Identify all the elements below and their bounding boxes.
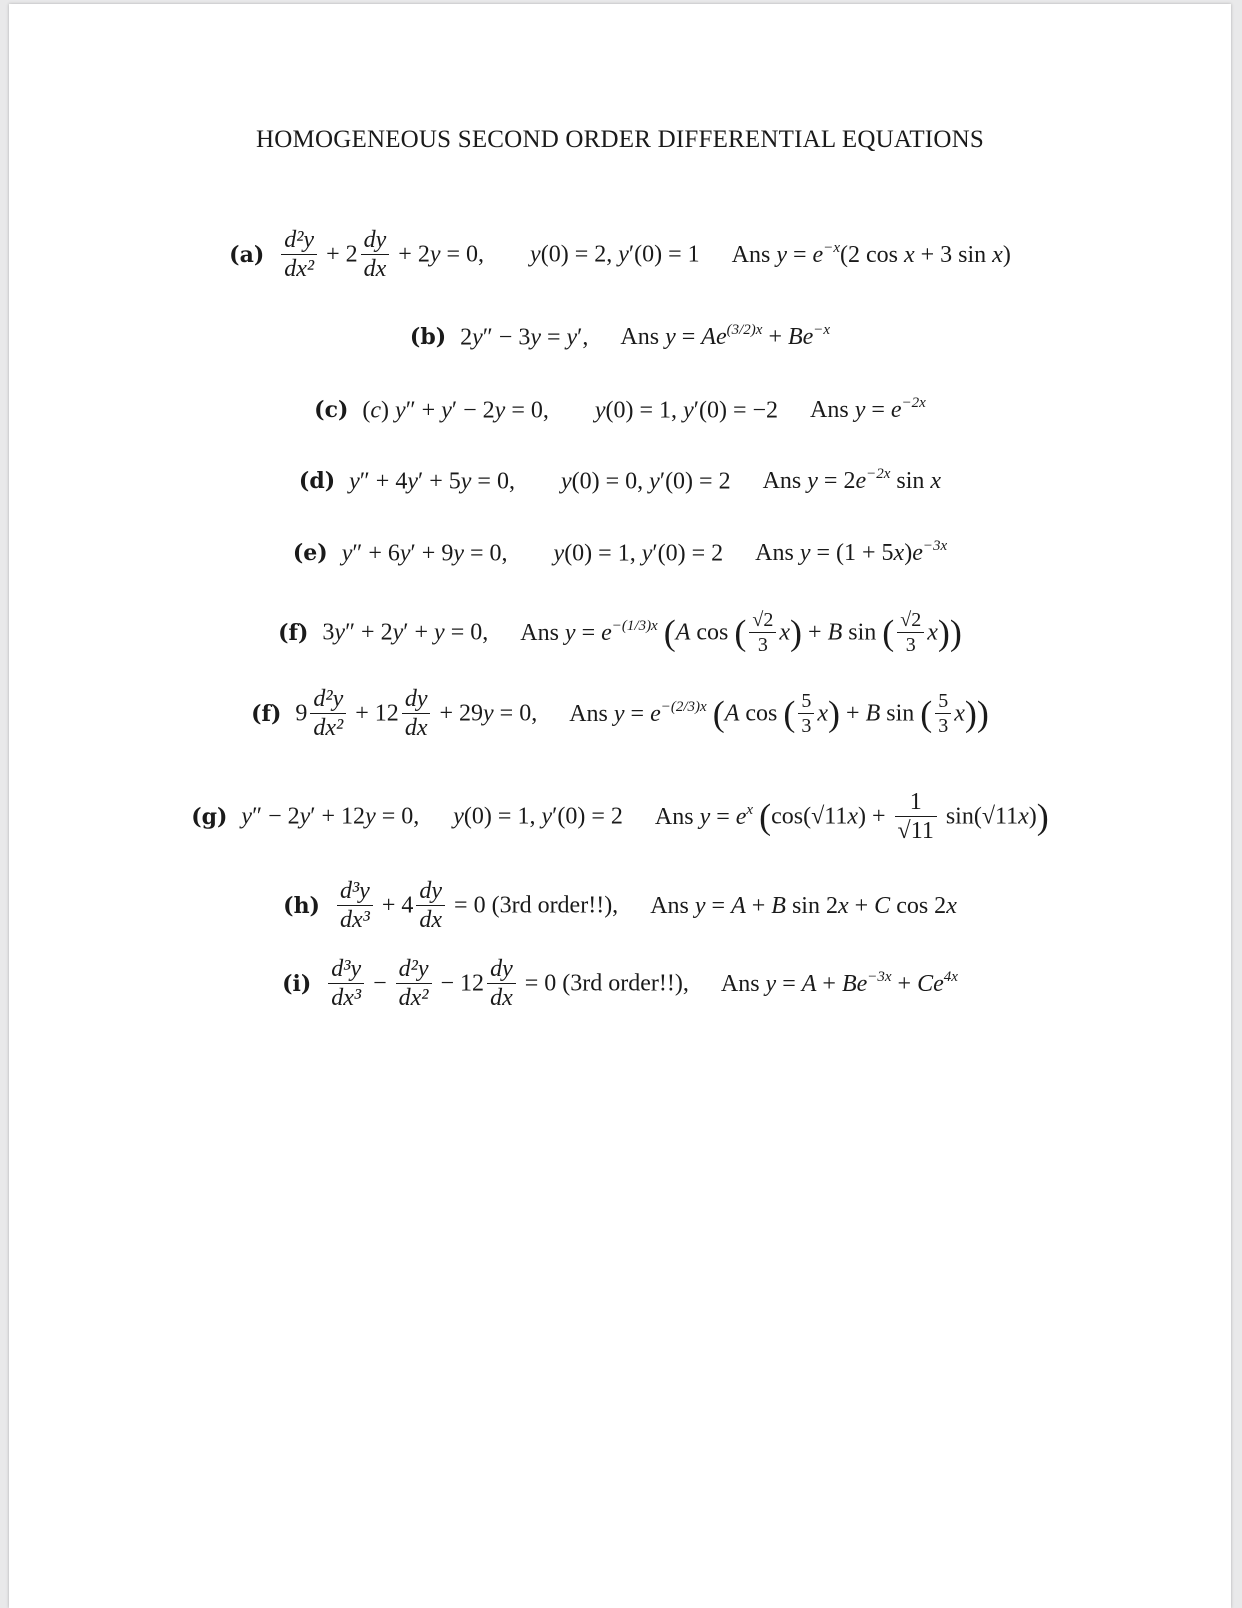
equation-i: (i) $\frac{\text{d³y}}{\text{dx³}}$ − $\frac{\text{d²y}}{\text{dx²}}$ − 12 $\frac{dy}{dx}$ = 0 (3rd order!!), Ans $y = A + Be^{-3x} + Ce^{4x}$ xyxy=(282,956,958,1011)
equation-e: (e) y″ + 6y′ + 9y = 0, y(0) = 1, y′(0) = 2 Ans $y = (1 + 5x)e^{-3x}$ xyxy=(292,538,948,567)
fraction: $\frac{\text{d²y}}{\text{dx²}}$ xyxy=(281,228,317,281)
equation-g: (g) y″ − 2y′ + 12y = 0, y(0) = 1, y′(0) = 2 Ans $y = e^x$ (cos(√11x) + $\frac{1}{√11}$ sin(√11x)) xyxy=(191,789,1049,844)
equation-label: (a) xyxy=(229,241,265,268)
equation-c: (c) (c) y″ + y′ − 2y = 0, y(0) = 1, y′(0) = −2 Ans $y = e^{-2x}$ xyxy=(314,395,926,424)
equation-label: (f) xyxy=(251,700,282,727)
equation-f2: (f) 9 $\frac{\text{d²y}}{\text{dx²}}$ + 12 $\frac{dy}{dx}$ + 29y = 0, Ans $y = e^{-(2/3)x}$ (A cos ( $\frac{5}{3}$ x) + B sin ( $\frac{5}{3}$ x)) xyxy=(251,686,989,741)
equation-f1: (f) 3y″ + 2y′ + y = 0, Ans $y = e^{-(1/3)x}$ (A cos ( $\frac{√2}{3}$ x) + B sin ( $\frac{√2}{3}$ x)) xyxy=(278,609,962,656)
equation-h: (h) $\frac{\text{d³y}}{\text{dx³}}$ + 4 $\frac{dy}{dx}$ = 0 (3rd order!!), Ans y = A + B sin 2x + C cos 2x xyxy=(283,878,957,933)
equation-label: (i) xyxy=(282,970,312,997)
document-page xyxy=(9,4,1231,1608)
page-title: HOMOGENEOUS SECOND ORDER DIFFERENTIAL EQUATIONS xyxy=(256,126,984,153)
equation-label: (g) xyxy=(191,803,228,830)
equation-label: (b) xyxy=(409,324,447,351)
equation-label: (c) xyxy=(314,397,349,424)
equation-label: (d) xyxy=(298,468,336,495)
equation-label: (f) xyxy=(278,619,309,646)
equation-b: (b) 2y″ − 3y = y′, Ans $y = Ae^{(3/2)x} + Be^{-x}$ xyxy=(409,322,831,351)
equation-d: (d) y″ + 4y′ + 5y = 0, y(0) = 0, y′(0) = 2 Ans $y = 2e^{-2x}$ sin x xyxy=(298,466,942,495)
equation-label: (h) xyxy=(283,892,320,919)
equation-a: (a) $\frac{\text{d²y}}{\text{dx²}}$ + 2 $\frac{dy}{dx}$ + 2y = 0, y(0) = 2, y′(0) = 1 Ans $y = e^{-x}(2$ cos x + 3 sin x) xyxy=(229,227,1011,282)
equation-label: (e) xyxy=(292,540,328,567)
